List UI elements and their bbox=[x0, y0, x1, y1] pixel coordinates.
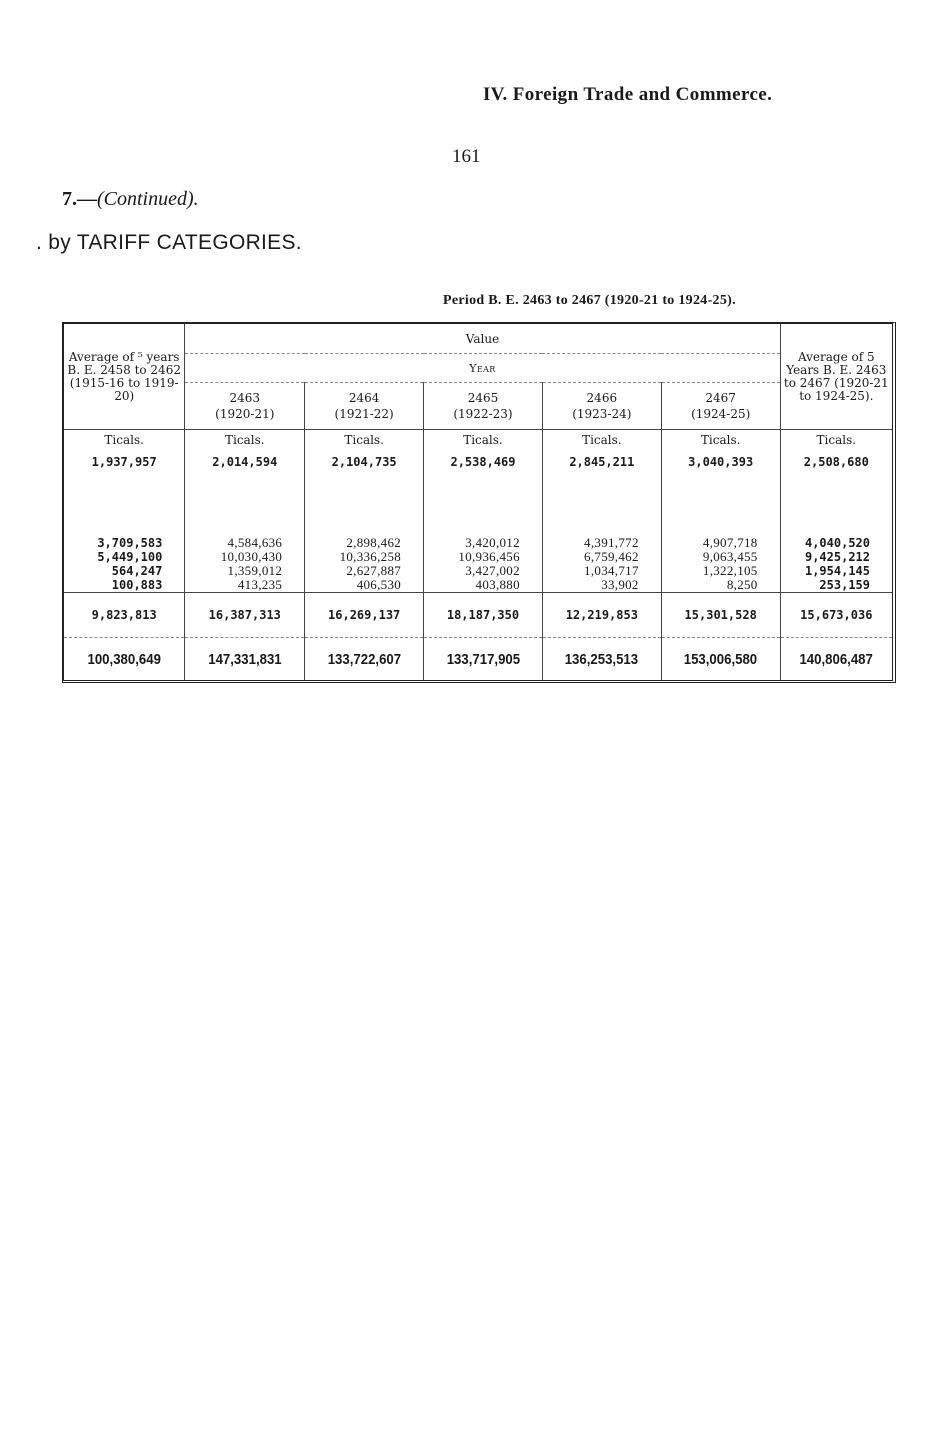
table-number: 7.— bbox=[62, 188, 97, 210]
year-ad: (1923-24) bbox=[572, 407, 632, 421]
year-be: 2464 bbox=[348, 391, 380, 405]
table-cell: 406,530 bbox=[356, 577, 402, 592]
group-column bbox=[305, 536, 424, 593]
year-ad: (1922-23) bbox=[453, 407, 513, 421]
table-cell: 2,627,887 bbox=[346, 563, 402, 578]
total-cell: 153,006,580 bbox=[668, 638, 773, 681]
table-cell: 3,420,012 bbox=[465, 535, 520, 550]
table-cell: 2,104,735 bbox=[305, 450, 424, 474]
unit-label: Ticals. bbox=[816, 433, 857, 447]
table-cell: 5,449,100 bbox=[97, 550, 163, 564]
group-column bbox=[64, 536, 185, 593]
total-cell: 100,380,649 bbox=[71, 638, 177, 681]
table-cell: 1,937,957 bbox=[64, 450, 185, 474]
table-cell: 3,040,393 bbox=[661, 450, 780, 474]
table-cell: 1,359,012 bbox=[227, 563, 283, 578]
table-cell: 1,322,105 bbox=[702, 563, 758, 578]
unit-label: Ticals. bbox=[542, 430, 661, 451]
year-be: 2467 bbox=[705, 391, 736, 405]
table-cell: 564,247 bbox=[111, 564, 163, 578]
unit-label: Ticals. bbox=[185, 430, 305, 451]
subtotal-cell: 16,269,137 bbox=[305, 593, 424, 638]
subtotal-cell: 9,823,813 bbox=[64, 593, 185, 638]
page-number: 161 bbox=[452, 146, 481, 167]
header-five-year-average: Average of 5 Years B. E. 2463 to 2467 (1920-21 to 1924-25). bbox=[780, 324, 892, 430]
tariff-categories-title: . by TARIFF CATEGORIES. bbox=[36, 231, 302, 254]
unit-label: Ticals. bbox=[64, 430, 185, 451]
group-column bbox=[424, 536, 543, 593]
trade-table bbox=[62, 322, 896, 683]
table-cell: 253,159 bbox=[819, 578, 870, 592]
table-cell: 4,907,718 bbox=[702, 535, 758, 550]
table-cell: 10,336,258 bbox=[339, 549, 402, 564]
table-cell: 4,391,772 bbox=[584, 535, 639, 550]
group-column bbox=[780, 536, 892, 593]
year-be: 2463 bbox=[229, 391, 261, 405]
year-header-2467 bbox=[661, 383, 780, 430]
table-cell: 3,427,002 bbox=[465, 563, 520, 578]
unit-label: Ticals. bbox=[661, 430, 780, 451]
table-cell: 100,883 bbox=[111, 578, 163, 592]
table-cell: 6,759,462 bbox=[584, 549, 639, 564]
total-cell: 140,806,487 bbox=[799, 650, 873, 668]
subtotal-cell: 15,673,036 bbox=[780, 593, 892, 638]
continued-text: (Continued). bbox=[97, 188, 199, 210]
year-header-2465 bbox=[424, 383, 543, 430]
header-five-year-average-prior: Average of ⁵ years B. E. 2458 to 2462 (1915-16 to 1919-20) bbox=[64, 324, 185, 430]
year-be: 2466 bbox=[586, 391, 618, 405]
section-heading: IV. Foreign Trade and Commerce. bbox=[483, 84, 773, 105]
subtotal-cell: 16,387,313 bbox=[185, 593, 305, 638]
year-ad: (1924-25) bbox=[691, 407, 751, 421]
total-cell: 133,717,905 bbox=[431, 638, 536, 681]
table-cell: 8,250 bbox=[726, 577, 758, 592]
header-year: Year bbox=[185, 354, 780, 383]
table-cell: 2,538,469 bbox=[424, 450, 543, 474]
year-ad: (1920-21) bbox=[215, 407, 275, 421]
table-cell: 33,902 bbox=[601, 577, 639, 592]
group-column bbox=[661, 536, 780, 593]
subtotal-cell: 15,301,528 bbox=[661, 593, 780, 638]
unit-label: Ticals. bbox=[424, 430, 543, 451]
year-be: 2465 bbox=[467, 391, 499, 405]
table-cell: 3,709,583 bbox=[97, 536, 163, 550]
table-cell: 413,235 bbox=[237, 577, 283, 592]
group-column bbox=[542, 536, 661, 593]
total-cell: 147,331,831 bbox=[192, 638, 297, 681]
year-header-2463 bbox=[185, 383, 305, 430]
table-cell: 10,936,456 bbox=[458, 549, 520, 564]
total-cell: 133,722,607 bbox=[312, 638, 417, 681]
table-cell: 1,954,145 bbox=[804, 564, 870, 578]
table-cell: 9,063,455 bbox=[702, 549, 758, 564]
header-value: Value bbox=[185, 324, 780, 354]
total-cell: 136,253,513 bbox=[550, 638, 655, 681]
table-cell: 10,030,430 bbox=[220, 549, 283, 564]
table-cell: 2,014,594 bbox=[185, 450, 305, 474]
table-cell: 9,425,212 bbox=[804, 550, 870, 564]
year-header-2466 bbox=[542, 383, 661, 430]
continued-label bbox=[62, 188, 199, 211]
group-column bbox=[185, 536, 305, 593]
subtotal-cell: 12,219,853 bbox=[542, 593, 661, 638]
table-cell: 2,845,211 bbox=[542, 450, 661, 474]
year-header-2464 bbox=[305, 383, 424, 430]
table-cell: 4,584,636 bbox=[227, 535, 283, 550]
period-caption: Period B. E. 2463 to 2467 (1920-21 to 1924-25). bbox=[443, 293, 736, 308]
table-cell: 2,508,680 bbox=[803, 455, 869, 469]
subtotal-cell: 18,187,350 bbox=[424, 593, 543, 638]
unit-label: Ticals. bbox=[305, 430, 424, 451]
table-cell: 2,898,462 bbox=[346, 535, 402, 550]
table-cell: 403,880 bbox=[475, 577, 520, 592]
year-ad: (1921-22) bbox=[334, 407, 394, 421]
trade-value-table bbox=[64, 324, 892, 680]
table-cell: 4,040,520 bbox=[804, 536, 870, 550]
table-cell: 1,034,717 bbox=[584, 563, 639, 578]
